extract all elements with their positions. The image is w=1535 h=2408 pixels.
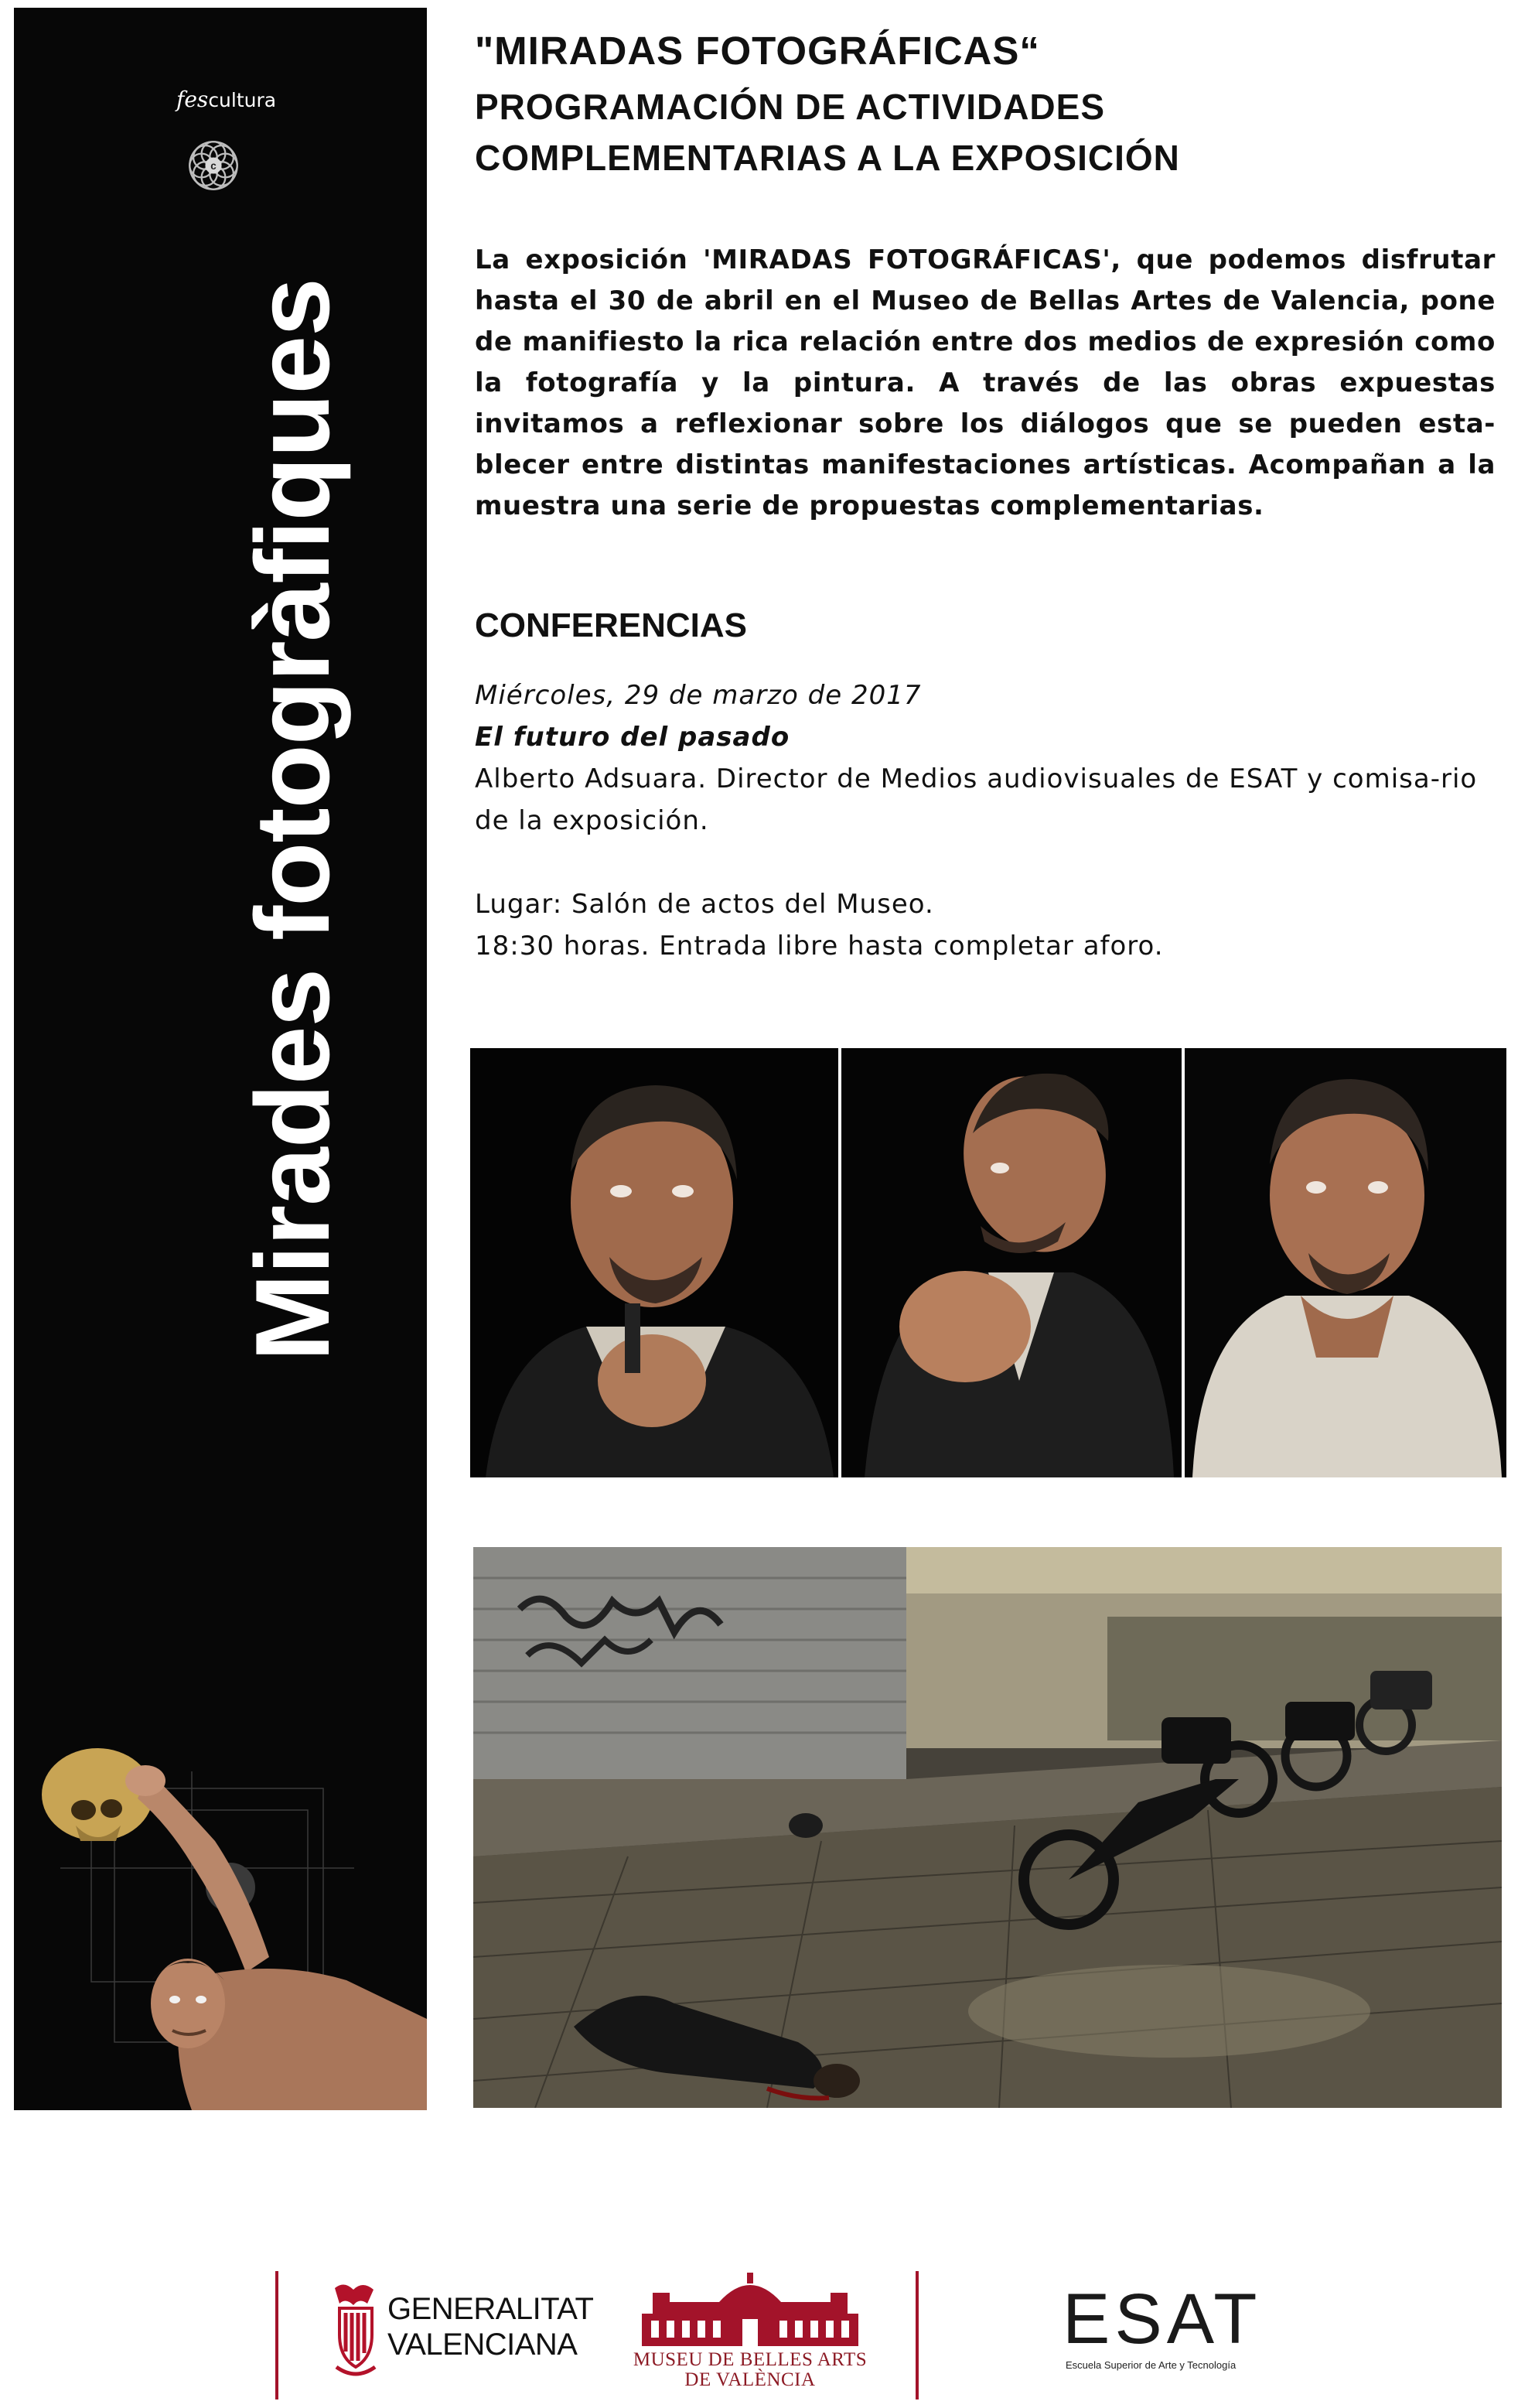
cultura-flower-icon bbox=[176, 128, 251, 203]
conference-time: 18:30 horas. Entrada libre hasta completar aforo. bbox=[475, 931, 1164, 961]
subtitle-line-2: COMPLEMENTARIAS A LA EXPOSICIÓN bbox=[475, 138, 1180, 178]
portrait-photo-3 bbox=[1185, 1048, 1506, 1477]
conference-venue: Lugar: Salón de actos del Museo. bbox=[475, 889, 934, 920]
street-scene-photo bbox=[473, 1547, 1502, 2108]
page-title: "MIRADAS FOTOGRÁFICAS“ bbox=[475, 29, 1040, 73]
conference-speaker: Alberto Adsuara. Director de Medios audiovisuales de ESAT y comisa-rio de la exposición. bbox=[475, 763, 1478, 836]
vertical-banner-title: Mirades fotogràfiques bbox=[234, 278, 351, 1361]
fes-cultura-logo bbox=[161, 76, 285, 200]
generalitat-shield-icon bbox=[329, 2280, 383, 2381]
subtitle-line-1: PROGRAMACIÓN DE ACTIVIDADES bbox=[475, 87, 1105, 127]
generalitat-wordmark: GENERALITAT VALENCIANA bbox=[387, 2292, 594, 2362]
generalitat-valenciana-logo bbox=[329, 2280, 594, 2381]
intro-paragraph: La exposición 'MIRADAS FOTOGRÁFICAS', que podemos disfrutar hasta el 30 de abril en el Museo de Bellas Artes de Valencia, pone de manifiesto la rica relación entre dos medios de expresión como la fotografía y la pintura. A través de las obras expuestas invitamos a reflexionar sobre los diálogos que se pueden esta-blecer entre distintas manifestaciones artísticas. Acompañan a la muestra una serie de propuestas complementarias. bbox=[475, 244, 1496, 521]
footer-divider-right bbox=[916, 2271, 919, 2399]
page-header bbox=[475, 26, 1503, 189]
esat-logo bbox=[1061, 2282, 1262, 2382]
portrait-photo-1 bbox=[470, 1048, 838, 1477]
section-heading-conferencias: CONFERENCIAS bbox=[475, 606, 748, 644]
svg-text:c: c bbox=[210, 159, 217, 172]
museu-belles-arts-logo bbox=[626, 2271, 874, 2395]
brand-wordmark: fescultura bbox=[176, 87, 277, 112]
footer-divider-left bbox=[275, 2271, 278, 2399]
skull-figure-photo bbox=[14, 1725, 427, 2110]
esat-wordmark: ESAT bbox=[1063, 2280, 1262, 2358]
portrait-photo-2 bbox=[841, 1048, 1182, 1477]
conference-title: El futuro del pasado bbox=[475, 722, 790, 753]
conference-details bbox=[475, 675, 1496, 967]
side-banner bbox=[14, 8, 427, 2110]
museum-building-icon bbox=[626, 2271, 874, 2348]
museu-wordmark: MUSEU DE BELLES ARTS DE VALÈNCIA bbox=[633, 2349, 868, 2390]
esat-tagline: Escuela Superior de Arte y Tecnología bbox=[1066, 2359, 1237, 2371]
conference-date: Miércoles, 29 de marzo de 2017 bbox=[475, 680, 922, 711]
